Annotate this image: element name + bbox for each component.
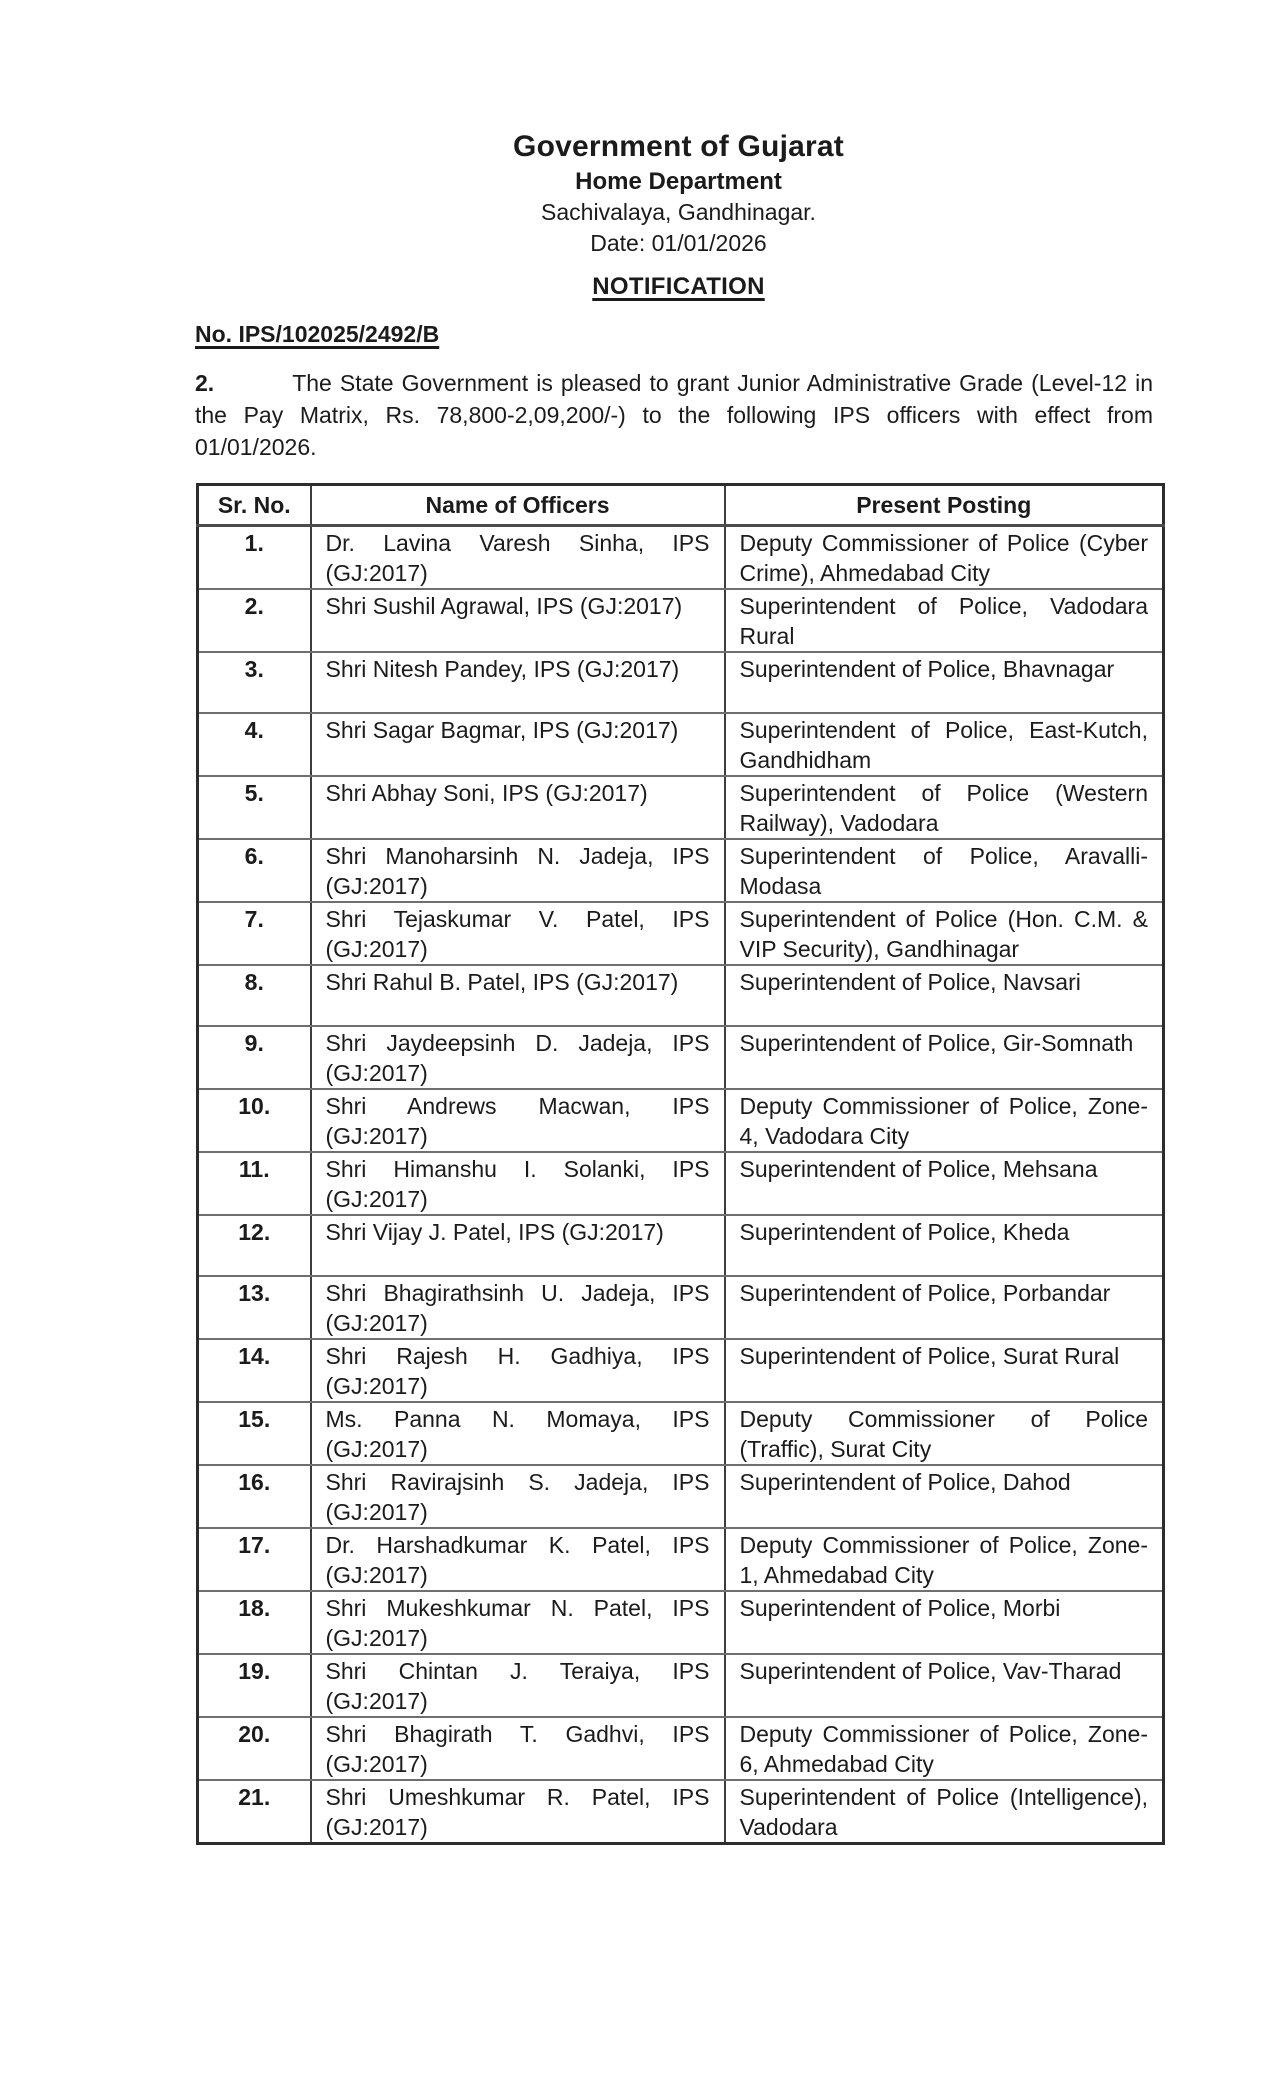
officer-name-cell: Shri Tejaskumar V. Patel, IPS (GJ:2017): [311, 902, 725, 965]
sr-no-cell: 14.: [198, 1339, 311, 1402]
officers-table: [196, 483, 1165, 1845]
officer-name-cell: Shri Mukeshkumar N. Patel, IPS (GJ:2017): [311, 1591, 725, 1654]
officer-row: [198, 839, 1164, 902]
header-present-posting: Present Posting: [725, 485, 1164, 526]
present-posting-cell: Superintendent of Police (Intelligence), Vadodara: [725, 1780, 1164, 1844]
present-posting-cell: Superintendent of Police, Vav-Tharad: [725, 1654, 1164, 1717]
present-posting-cell: Deputy Commissioner of Police, Zone-6, Ahmedabad City: [725, 1717, 1164, 1780]
present-posting-cell: Superintendent of Police, Gir-Somnath: [725, 1026, 1164, 1089]
present-posting-cell: Superintendent of Police (Hon. C.M. & VIP Security), Gandhinagar: [725, 902, 1164, 965]
officer-row: [198, 1654, 1164, 1717]
present-posting-cell: Deputy Commissioner of Police (Cyber Crime), Ahmedabad City: [725, 526, 1164, 590]
present-posting-cell: Superintendent of Police, Porbandar: [725, 1276, 1164, 1339]
sr-no-cell: 1.: [198, 526, 311, 590]
address-line: Sachivalaya, Gandhinagar.: [541, 199, 816, 225]
officer-row: [198, 1780, 1164, 1844]
header-sr-no: Sr. No.: [198, 485, 311, 526]
present-posting-cell: Deputy Commissioner of Police, Zone-4, Vadodara City: [725, 1089, 1164, 1152]
officer-name-cell: Shri Bhagirathsinh U. Jadeja, IPS (GJ:2017): [311, 1276, 725, 1339]
order-paragraph: [195, 367, 1153, 463]
officer-name-cell: Shri Himanshu I. Solanki, IPS (GJ:2017): [311, 1152, 725, 1215]
present-posting-cell: Superintendent of Police, Bhavnagar: [725, 652, 1164, 713]
department-title: Home Department: [575, 168, 782, 195]
officer-name-cell: Shri Rajesh H. Gadhiya, IPS (GJ:2017): [311, 1339, 725, 1402]
officer-row: [198, 526, 1164, 590]
officer-row: [198, 1026, 1164, 1089]
sr-no-cell: 18.: [198, 1591, 311, 1654]
sr-no-cell: 5.: [198, 776, 311, 839]
officer-name-cell: Ms. Panna N. Momaya, IPS (GJ:2017): [311, 1402, 725, 1465]
sr-no-cell: 15.: [198, 1402, 311, 1465]
sr-no-cell: 2.: [198, 589, 311, 652]
officers-table-header: [198, 485, 1164, 526]
officer-row: [198, 776, 1164, 839]
sr-no-cell: 21.: [198, 1780, 311, 1844]
sr-no-cell: 20.: [198, 1717, 311, 1780]
document-letterhead: [195, 128, 1162, 302]
officer-name-cell: Shri Bhagirath T. Gadhvi, IPS (GJ:2017): [311, 1717, 725, 1780]
officers-table-body: [198, 526, 1164, 1844]
present-posting-cell: Superintendent of Police, Vadodara Rural: [725, 589, 1164, 652]
present-posting-cell: Superintendent of Police, East-Kutch, Gandhidham: [725, 713, 1164, 776]
officer-row: [198, 1089, 1164, 1152]
officer-row: [198, 652, 1164, 713]
officer-name-cell: Shri Rahul B. Patel, IPS (GJ:2017): [311, 965, 725, 1026]
officer-row: [198, 1339, 1164, 1402]
officer-row: [198, 965, 1164, 1026]
officer-name-cell: Shri Chintan J. Teraiya, IPS (GJ:2017): [311, 1654, 725, 1717]
sr-no-cell: 12.: [198, 1215, 311, 1276]
officer-name-cell: Shri Vijay J. Patel, IPS (GJ:2017): [311, 1215, 725, 1276]
officer-row: [198, 1465, 1164, 1528]
officer-name-cell: Shri Manoharsinh N. Jadeja, IPS (GJ:2017): [311, 839, 725, 902]
paragraph-text: The State Government is pleased to grant Junior Administrative Grade (Level-12 in the Pay Matrix, Rs. 78,800-2,09,200/-) to the following IPS officers with effect from 01/01/2026.: [195, 370, 1153, 460]
present-posting-cell: Superintendent of Police, Navsari: [725, 965, 1164, 1026]
present-posting-cell: Superintendent of Police, Mehsana: [725, 1152, 1164, 1215]
present-posting-cell: Superintendent of Police, Morbi: [725, 1591, 1164, 1654]
reference-number: No. IPS/102025/2492/B: [195, 321, 440, 347]
officer-name-cell: Shri Sagar Bagmar, IPS (GJ:2017): [311, 713, 725, 776]
sr-no-cell: 7.: [198, 902, 311, 965]
sr-no-cell: 11.: [198, 1152, 311, 1215]
officer-name-cell: Shri Abhay Soni, IPS (GJ:2017): [311, 776, 725, 839]
officer-row: [198, 1276, 1164, 1339]
sr-no-cell: 16.: [198, 1465, 311, 1528]
sr-no-cell: 13.: [198, 1276, 311, 1339]
officer-name-cell: Shri Jaydeepsinh D. Jadeja, IPS (GJ:2017): [311, 1026, 725, 1089]
present-posting-cell: Superintendent of Police, Aravalli-Modasa: [725, 839, 1164, 902]
paragraph-number: 2.: [195, 370, 215, 396]
officer-row: [198, 1402, 1164, 1465]
officer-row: [198, 1528, 1164, 1591]
date-line: Date: 01/01/2026: [590, 230, 767, 256]
officer-name-cell: Shri Sushil Agrawal, IPS (GJ:2017): [311, 589, 725, 652]
officer-row: [198, 1717, 1164, 1780]
sr-no-cell: 19.: [198, 1654, 311, 1717]
officer-name-cell: Dr. Lavina Varesh Sinha, IPS (GJ:2017): [311, 526, 725, 590]
sr-no-cell: 3.: [198, 652, 311, 713]
header-name-of-officers: Name of Officers: [311, 485, 725, 526]
officer-row: [198, 1152, 1164, 1215]
sr-no-cell: 10.: [198, 1089, 311, 1152]
officer-row: [198, 902, 1164, 965]
officer-row: [198, 1591, 1164, 1654]
officer-row: [198, 589, 1164, 652]
header-row: [198, 485, 1164, 526]
officer-name-cell: Shri Umeshkumar R. Patel, IPS (GJ:2017): [311, 1780, 725, 1844]
present-posting-cell: Superintendent of Police (Western Railway), Vadodara: [725, 776, 1164, 839]
officer-name-cell: Shri Andrews Macwan, IPS (GJ:2017): [311, 1089, 725, 1152]
present-posting-cell: Superintendent of Police, Surat Rural: [725, 1339, 1164, 1402]
sr-no-cell: 6.: [198, 839, 311, 902]
officer-name-cell: Dr. Harshadkumar K. Patel, IPS (GJ:2017): [311, 1528, 725, 1591]
notification-heading: NOTIFICATION: [592, 273, 765, 300]
government-title: Government of Gujarat: [513, 130, 844, 163]
officer-name-cell: Shri Ravirajsinh S. Jadeja, IPS (GJ:2017): [311, 1465, 725, 1528]
sr-no-cell: 9.: [198, 1026, 311, 1089]
sr-no-cell: 17.: [198, 1528, 311, 1591]
present-posting-cell: Superintendent of Police, Dahod: [725, 1465, 1164, 1528]
present-posting-cell: Deputy Commissioner of Police, Zone-1, Ahmedabad City: [725, 1528, 1164, 1591]
officer-name-cell: Shri Nitesh Pandey, IPS (GJ:2017): [311, 652, 725, 713]
sr-no-cell: 4.: [198, 713, 311, 776]
sr-no-cell: 8.: [198, 965, 311, 1026]
officer-row: [198, 1215, 1164, 1276]
officer-row: [198, 713, 1164, 776]
present-posting-cell: Superintendent of Police, Kheda: [725, 1215, 1164, 1276]
present-posting-cell: Deputy Commissioner of Police (Traffic), Surat City: [725, 1402, 1164, 1465]
